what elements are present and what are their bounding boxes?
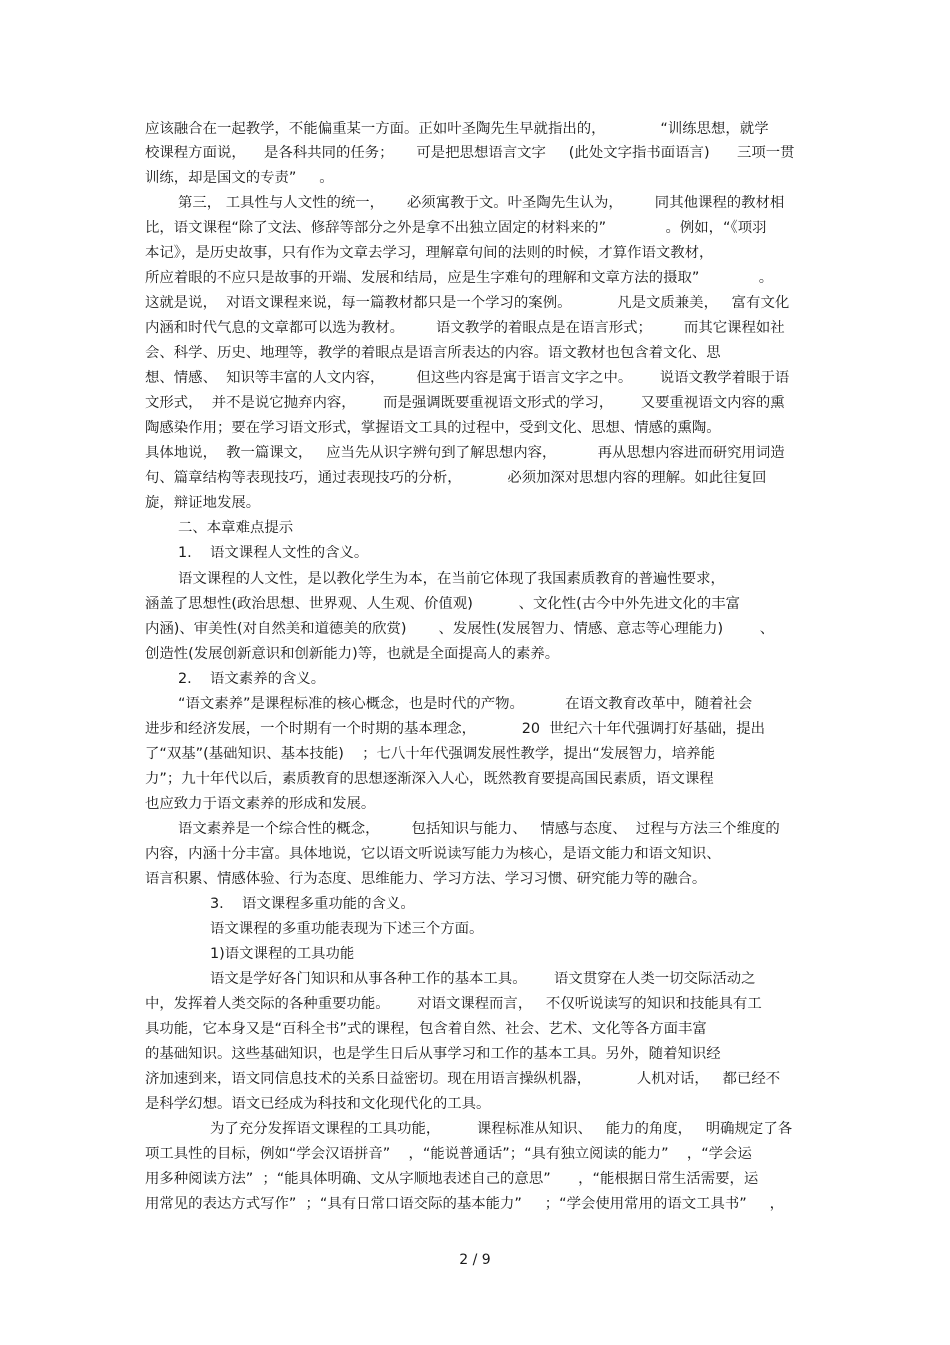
text-line: 进步和经济发展，一个时期有一个时期的基本理念， 20 世纪六十年代强调打好基础，提出: [145, 721, 766, 737]
text-line: 具体地说， 教一篇课文， 应当先从识字辨句到了解思想内容， 再从思想内容进而研究用词造: [145, 445, 785, 461]
text-line: 语文是学好各门知识和从事各种工作的基本工具。 语文贯穿在人类一切交际活动之: [210, 971, 756, 987]
text-line: 用常见的表达方式写作” ；“具有日常口语交际的基本能力” ；“学会使用常用的语文工具书” ，: [145, 1196, 785, 1212]
text-line: 第三， 工具性与人文性的统一， 必须寓教于文。叶圣陶先生认为， 同其他课程的教材相: [178, 195, 785, 211]
text-line: 想、情感、 知识等丰富的人文内容， 但这些内容是寓于语言文字之中。 说语文教学着眼于语: [145, 370, 790, 386]
text-line: 本记》，是历史故事，只有作为文章去学习，理解章句间的法则的时候，才算作语文教材，: [145, 245, 714, 261]
text-line: 句、篇章结构等表现技巧，通过表现技巧的分析， 必须加深对思想内容的理解。如此往复回: [145, 470, 767, 486]
text-line: 语言积累、情感体验、行为态度、思维能力、学习方法、学习习惯、研究能力等的融合。: [145, 871, 707, 887]
page-number: 2 / 9: [459, 1252, 491, 1268]
text-line: 用多种阅读方法” ；“能具体明确、文从字顺地表述自己的意思” ，“能根据日常生活需要，运: [145, 1171, 759, 1187]
text-line: 语文课程的多重功能表现为下述三个方面。: [210, 921, 484, 937]
text-line: 的基础知识。这些基础知识，也是学生日后从事学习和工作的基本工具。另外，随着知识经: [145, 1046, 721, 1062]
subsection-heading: 3. 语文课程多重功能的含义。: [210, 896, 415, 912]
text-line: 济加速到来，语文同信息技术的关系日益密切。现在用语言操纵机器， 人机对话， 都已经不: [145, 1071, 781, 1087]
subsection-heading: 2. 语文素养的含义。: [178, 671, 326, 687]
text-line: 语文课程的人文性，是以教化学生为本，在当前它体现了我国素质教育的普遍性要求，: [178, 571, 725, 587]
text-line: 项工具性的目标，例如“学会汉语拼音” ，“能说普通话”；“具有独立阅读的能力” ，“学会运: [145, 1146, 752, 1162]
text-line: 会、科学、历史、地理等，教学的着眼点是语言所表达的内容。语文教材也包含着文化、思: [145, 345, 721, 361]
text-line: 内容，内涵十分丰富。具体地说，它以语文听说读写能力为核心，是语文能力和语文知识、: [145, 846, 721, 862]
text-line: 内涵和时代气息的文章都可以选为教材。 语文教学的着眼点是在语言形式； 而其它课程如社: [145, 320, 785, 336]
text-line: 这就是说， 对语文课程来说，每一篇教材都只是一个学习的案例。 凡是文质兼美， 富有文化: [145, 295, 790, 311]
text-line: 是科学幻想。语文已经成为科技和文化现代化的工具。: [145, 1096, 491, 1112]
text-line: 所应着眼的不应只是故事的开端、发展和结局，应是生字难句的理解和文章方法的摄取” 。: [145, 270, 774, 286]
text-line: 也应致力于语文素养的形成和发展。: [145, 796, 376, 812]
text-line: 比，语文课程“除了文法、修辞等部分之外是拿不出独立固定的材料来的” 。例如，“《项羽: [145, 220, 767, 236]
text-line: 为了充分发挥语文课程的工具功能， 课程标准从知识、 能力的角度， 明确规定了各: [210, 1121, 793, 1137]
section-heading: 二、本章难点提示: [178, 520, 294, 536]
subsection-heading: 1. 语文课程人文性的含义。: [178, 545, 369, 561]
text-line: 内涵)、审美性(对自然美和道德美的欣赏) 、发展性(发展智力、情感、意志等心理能力) 、: [145, 621, 775, 637]
text-line: 创造性(发展创新意识和创新能力)等，也就是全面提高人的素养。: [145, 646, 560, 662]
text-line: 力”；九十年代以后，素质教育的思想逐渐深入人心，既然教育要提高国民素质，语文课程: [145, 771, 714, 787]
text-line: 中，发挥着人类交际的各种重要功能。 对语文课程而言， 不仅听说读写的知识和技能具有工: [145, 996, 762, 1012]
text-line: “语文素养”是课程标准的核心概念，也是时代的产物。 在语文教育改革中，随着社会: [178, 696, 753, 712]
text-line: 文形式， 并不是说它抛弃内容， 而是强调既要重视语文形式的学习， 又要重视语文内容的熏: [145, 395, 785, 411]
text-line: 校课程方面说， 是各科共同的任务； 可是把思想语言文字 (此处文字指书面语言) 三项一贯: [145, 145, 795, 161]
text-line: 陶感染作用；要在学习语文形式，掌握语文工具的过程中，受到文化、思想、情感的熏陶。: [145, 420, 721, 436]
text-line: 应该融合在一起教学，不能偏重某一方面。正如叶圣陶先生早就指出的， “训练思想，就学: [145, 121, 769, 137]
text-line: 训练，却是国文的专责” 。: [145, 170, 334, 186]
text-line: 了“双基”(基础知识、基本技能) ；七八十年代强调发展性教学，提出“发展智力，培养能: [145, 746, 715, 762]
text-line: 涵盖了思想性(政治思想、世界观、人生观、价值观) 、文化性(古今中外先进文化的丰富: [145, 596, 741, 612]
text-line: 语文素养是一个综合性的概念， 包括知识与能力、 情感与态度、 过程与方法三个维度的: [178, 821, 780, 837]
text-line: 具功能，它本身又是“百科全书”式的课程，包含着自然、社会、艺术、文化等各方面丰富: [145, 1021, 707, 1037]
text-line: 旋，辩证地发展。: [145, 495, 261, 511]
subsection-heading: 1)语文课程的工具功能: [210, 946, 355, 962]
